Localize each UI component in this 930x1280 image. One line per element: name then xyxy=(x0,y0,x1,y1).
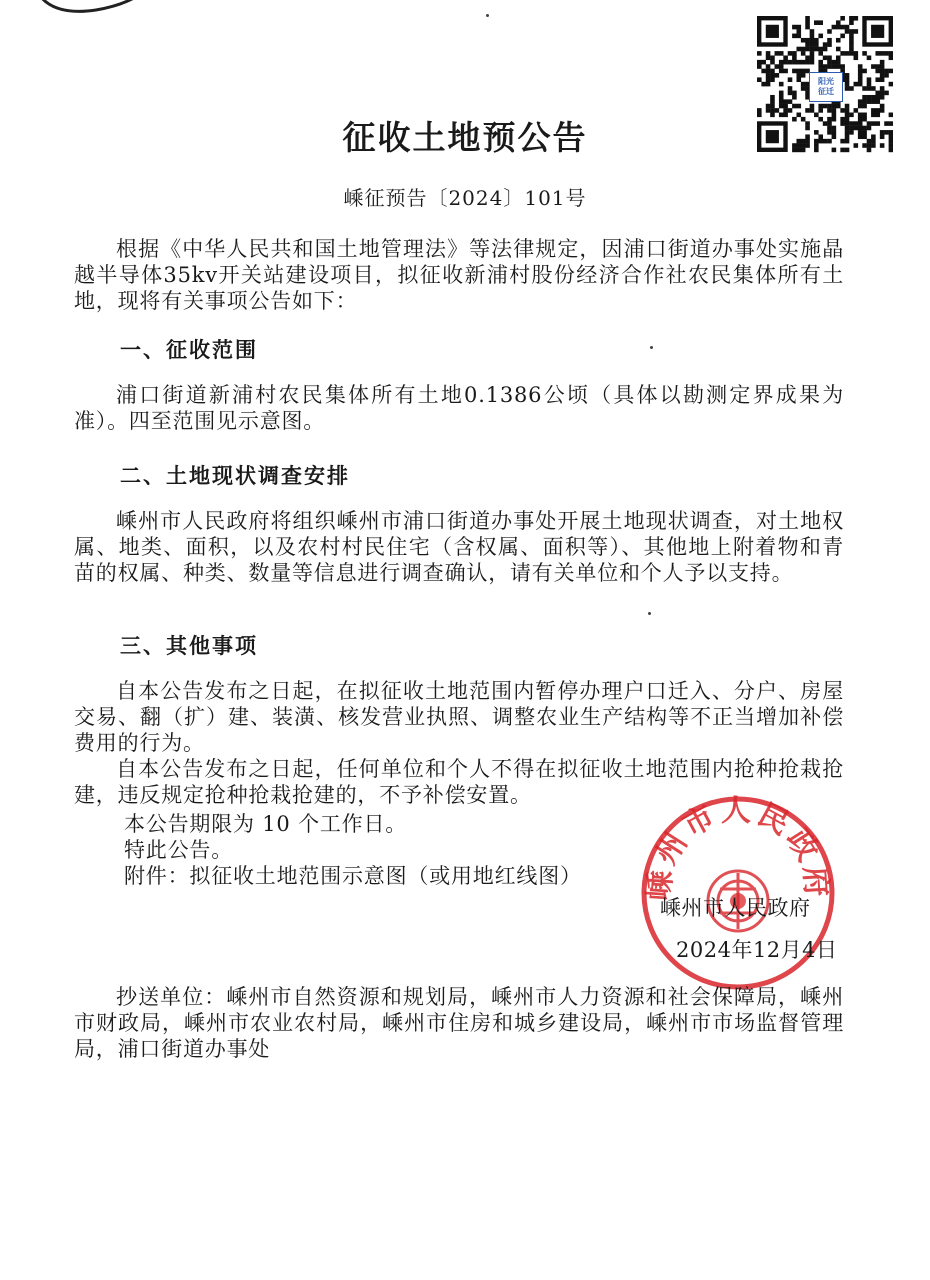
attachment-line: 附件：拟征收土地范围示意图（或用地红线图） xyxy=(124,864,582,888)
cc-recipients: 抄送单位：嵊州市自然资源和规划局，嵊州市人力资源和社会保障局，嵊州市财政局，嵊州市农业农村局，嵊州市住房和城乡建设局，嵊州市市场监督管理局，浦口街道办事处 xyxy=(74,985,844,1061)
signer-name: 嵊州市人民政府 xyxy=(660,896,811,920)
page-title: 征收土地预公告 xyxy=(342,118,588,157)
other-paragraph-no-rush: 自本公告发布之日起，任何单位和个人不得在拟征收土地范围内抢种抢栽抢建，违反规定抢种抢栽抢建的，不予补偿安置。 xyxy=(74,757,844,807)
section-body-scope: 浦口街道新浦村农民集体所有土地0.1386公顷（具体以勘测定界成果为准）。四至范围见示意图。 xyxy=(74,383,844,433)
scan-speck xyxy=(648,612,651,615)
scan-mark xyxy=(36,0,156,20)
closing-phrase: 特此公告。 xyxy=(124,838,233,862)
scan-speck xyxy=(650,346,653,349)
other-paragraph-suspend: 自本公告发布之日起，在拟征收土地范围内暂停办理户口迁入、分户、房屋交易、翻（扩）建、装潢、核发营业执照、调整农业生产结构等不正当增加补偿费用的行为。 xyxy=(74,679,844,755)
notice-period: 本公告期限为 10 个工作日。 xyxy=(124,812,408,836)
section-body-survey: 嵊州市人民政府将组织嵊州市浦口街道办事处开展土地现状调查，对土地权属、地类、面积，以及农村村民住宅（含权属、面积等）、其他地上附着物和青苗的权属、种类、数量等信息进行调查确认，请有关单位和个人予以支持。 xyxy=(74,509,844,585)
intro-paragraph: 根据《中华人民共和国土地管理法》等法律规定，因浦口街道办事处实施晶越半导体35kv开关站建设项目，拟征收新浦村股份经济合作社农民集体所有土地，现将有关事项公告如下： xyxy=(74,237,844,313)
svg-text:嵊州市人民政府: 嵊州市人民政府 xyxy=(642,793,834,902)
section-heading-other: 三、其他事项 xyxy=(120,634,258,658)
scan-speck xyxy=(486,14,489,17)
qr-badge-label: 阳光 征迁 xyxy=(809,72,843,102)
section-heading-survey: 二、土地现状调查安排 xyxy=(120,464,350,488)
section-heading-scope: 一、征收范围 xyxy=(120,338,258,362)
signature-date: 2024年12月4日 xyxy=(676,938,838,962)
document-number: 嵊征预告〔2024〕101号 xyxy=(343,186,587,210)
